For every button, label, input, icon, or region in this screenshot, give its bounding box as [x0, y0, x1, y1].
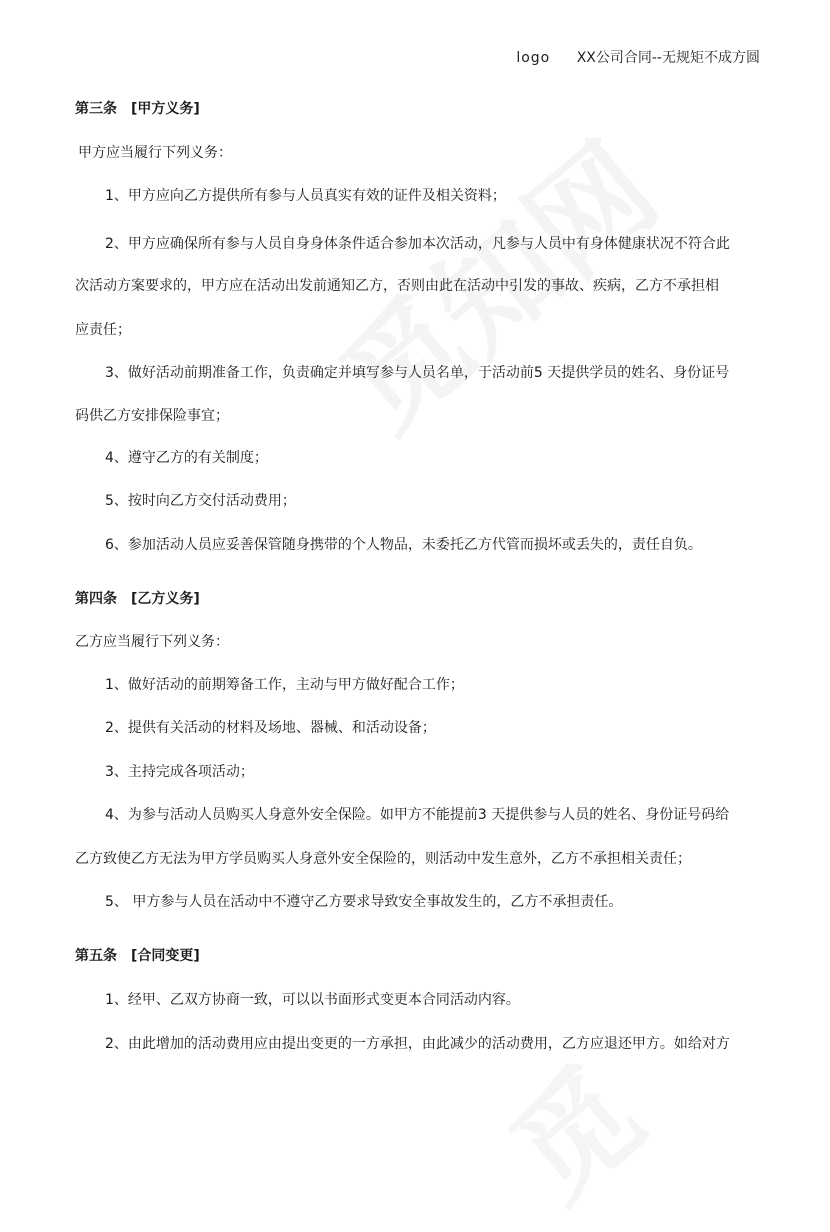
section-3-line: 6、参加活动人员应妥善保管随身携带的个人物品，未委托乙方代管而损坏或丢失的，责任自负。 [105, 537, 702, 553]
section-3-title: [甲方义务] [131, 101, 200, 117]
section-3-line: 1、甲方应向乙方提供所有参与人员真实有效的证件及相关资料； [105, 188, 506, 204]
section-4-intro: 乙方应当履行下列义务： [75, 634, 229, 650]
section-4-line: 5、 甲方参与人员在活动中不遵守乙方要求导致安全事故发生的，乙方不承担责任。 [105, 894, 623, 910]
section-3-line: 应责任； [75, 322, 131, 338]
section-3-intro: 甲方应当履行下列义务： [78, 145, 232, 161]
page-header [516, 47, 760, 67]
section-5-line: 1、经甲、乙双方协商一致，可以以书面形式变更本合同活动内容。 [105, 992, 520, 1008]
header-logo: logo [516, 50, 551, 66]
section-4-line: 2、提供有关活动的材料及场地、器械、和活动设备； [105, 720, 436, 736]
section-4-line: 1、做好活动的前期筹备工作，主动与甲方做好配合工作； [105, 677, 464, 693]
section-3-line: 4、遵守乙方的有关制度； [105, 450, 268, 466]
section-5-title: [合同变更] [131, 948, 200, 964]
section-4-heading [75, 589, 200, 609]
header-title: XX公司合同--无规矩不成方圆 [576, 50, 760, 66]
section-5-line: 2、由此增加的活动费用应由提出变更的一方承担，由此减少的活动费用，乙方应退还甲方。如给对方 [105, 1036, 730, 1052]
section-4-title: [乙方义务] [131, 591, 200, 607]
section-3-line: 3、做好活动前期准备工作，负责确定并填写参与人员名单，于活动前5 天提供学员的姓名、身份证号 [105, 365, 730, 381]
section-3-number: 第三条 [75, 101, 117, 117]
section-3-line: 次活动方案要求的，甲方应在活动出发前通知乙方，否则由此在活动中引发的事故、疾病，乙方不承担相 [75, 278, 719, 294]
watermark-lower [470, 1023, 672, 1232]
section-3-line: 码供乙方安排保险事宜； [75, 408, 229, 424]
section-4-line: 4、为参与活动人员购买人身意外安全保险。如甲方不能提前3 天提供参与人员的姓名、身份证号码给 [105, 807, 730, 823]
section-3-line: 5、按时向乙方交付活动费用； [105, 493, 296, 509]
section-3-line: 2、甲方应确保所有参与人员自身身体条件适合参加本次活动，凡参与人员中有身体健康状况不符合此 [105, 236, 730, 252]
section-4-line: 乙方致使乙方无法为甲方学员购买人身意外安全保险的，则活动中发生意外，乙方不承担相关责任； [75, 851, 691, 867]
section-4-number: 第四条 [75, 591, 117, 607]
section-4-line: 3、主持完成各项活动； [105, 764, 254, 780]
section-5-number: 第五条 [75, 948, 117, 964]
section-3-heading [75, 99, 200, 119]
section-5-heading [75, 946, 200, 966]
